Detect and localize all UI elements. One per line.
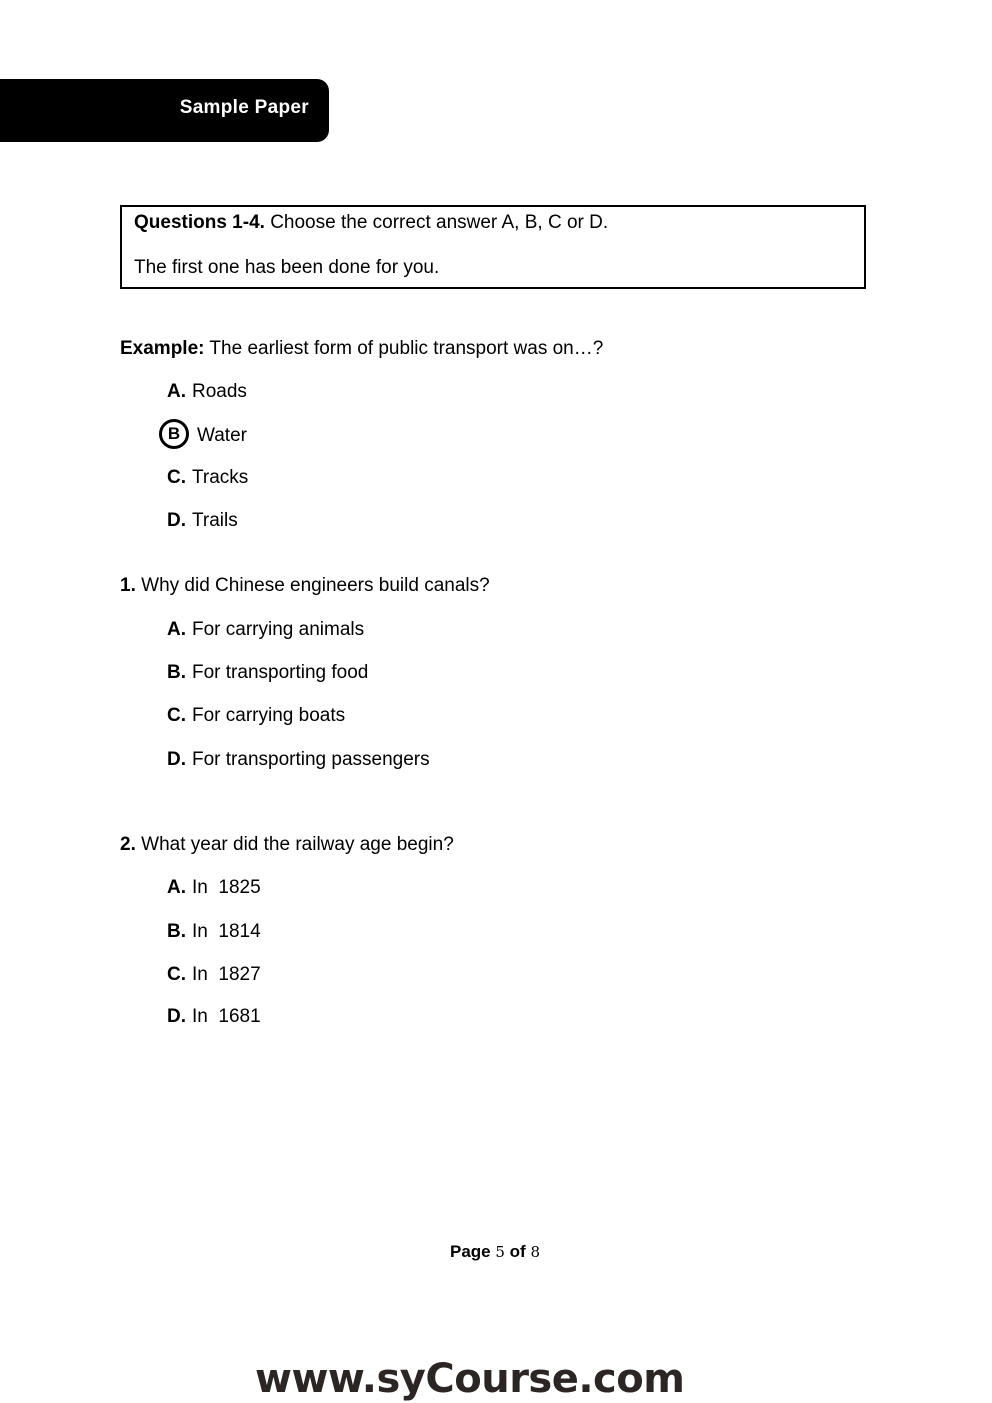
option-letter: B. [167, 921, 186, 942]
question-1-option-a [167, 619, 364, 641]
question-1-option-b [167, 662, 368, 684]
question-2 [120, 834, 454, 856]
option-text: Trails [192, 510, 238, 531]
page-label: Page [450, 1242, 491, 1261]
option-letter: D. [167, 510, 186, 531]
example-option-c [167, 467, 248, 489]
circled-answer-icon: B [159, 419, 189, 449]
question-1-option-c [167, 705, 345, 727]
example-question [120, 338, 603, 360]
option-letter: B. [167, 662, 186, 683]
option-text: In 1827 [192, 964, 261, 985]
page-of-label: of [509, 1242, 526, 1261]
question-2-option-b [167, 921, 261, 943]
page-current: 5 [495, 1243, 505, 1261]
page-number [450, 1242, 540, 1262]
option-text: In 1681 [192, 1006, 261, 1027]
question-number: 1. [120, 575, 136, 596]
instruction-box [120, 205, 866, 289]
example-text: The earliest form of public transport was on…? [204, 338, 604, 359]
example-option-d [167, 510, 238, 532]
option-text: For transporting passengers [192, 749, 430, 770]
option-letter: A. [167, 877, 186, 898]
instruction-prefix: Questions 1-4. [134, 212, 265, 233]
option-text: For transporting food [192, 662, 369, 683]
option-text: For carrying boats [192, 705, 346, 726]
question-2-option-c [167, 964, 261, 986]
header-title: Sample Paper [179, 97, 309, 118]
question-text: Why did Chinese engineers build canals? [135, 575, 490, 596]
question-text: What year did the railway age begin? [135, 834, 454, 855]
option-text: For carrying animals [192, 619, 365, 640]
option-letter: A. [167, 619, 186, 640]
question-number: 2. [120, 834, 136, 855]
page-total: 8 [530, 1243, 540, 1261]
instruction-text: Choose the correct answer A, B, C or D. [264, 212, 609, 233]
example-option-a [167, 381, 247, 403]
option-text: Water [197, 425, 247, 446]
header-tab [0, 79, 329, 142]
option-text: Tracks [192, 467, 249, 488]
option-letter: C. [167, 964, 186, 985]
instruction-line-2: The first one has been done for you. [134, 257, 440, 278]
question-2-option-a [167, 877, 261, 899]
question-2-option-d [167, 1006, 261, 1028]
option-text: Roads [192, 381, 247, 402]
option-text: In 1814 [192, 921, 261, 942]
option-letter: A. [167, 381, 186, 402]
option-text: In 1825 [192, 877, 261, 898]
instruction-line-1 [134, 212, 608, 234]
option-letter: C. [167, 467, 186, 488]
example-label: Example: [120, 338, 205, 359]
question-1 [120, 575, 490, 597]
option-letter: D. [167, 749, 186, 770]
option-letter: D. [167, 1006, 186, 1027]
option-letter: C. [167, 705, 186, 726]
watermark: www.syCourse.com [255, 1356, 685, 1402]
question-1-option-d [167, 749, 430, 771]
